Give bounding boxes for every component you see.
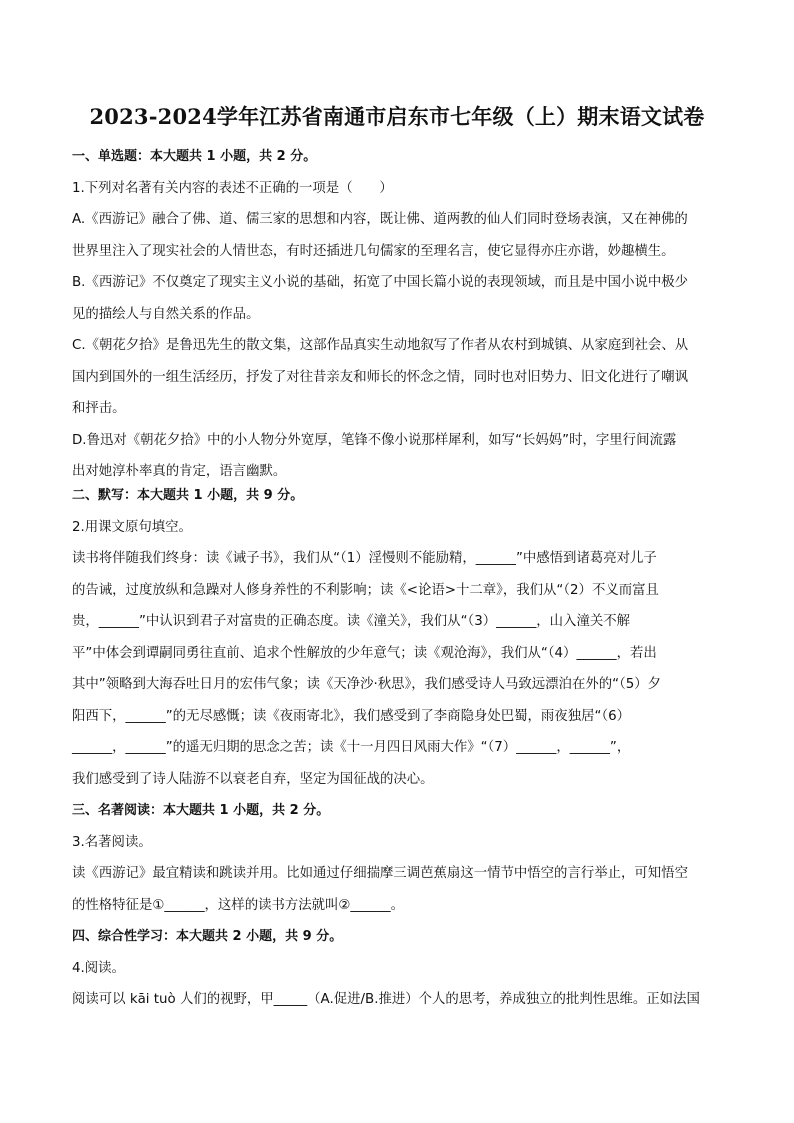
paragraph-line: 平”中体会到谭嗣同勇往直前、追求个性解放的少年意气；读《观沧海》，我们从“（4）______，若出 [72, 645, 657, 661]
paragraph-line: 阅读可以 kāi tuò 人们的视野，甲_____（A.促进/B.推进）个人的思考，养成独立的批判性思维。正如法国 [72, 992, 700, 1007]
section-4 [72, 921, 722, 1016]
option-c-line: 和抨击。 [72, 401, 126, 416]
option-c-line: C.《朝花夕拾》是鲁迅先生的散文集，这部作品真实生动地叙写了作者从农村到城镇、从家庭到社会、从 [72, 338, 689, 353]
paragraph-line: 我们感受到了诗人陆游不以衰老自弃，坚定为国征战的决心。 [72, 771, 434, 787]
section-3 [72, 795, 722, 921]
section-heading: 一、单选题：本大题共 1 小题，共 2 分。 [72, 149, 317, 164]
question-stem: 3.名著阅读。 [72, 834, 152, 850]
option-b-line: 见的描绘人与自然关系的作品。 [72, 306, 260, 322]
option-a-line: 世界里注入了现实社会的人情世态，有时还插进几句儒家的至理名言，使它显得亦庄亦谐，妙趣横生。 [72, 243, 675, 259]
option-b-line: B.《西游记》不仅奠定了现实主义小说的基础，拓宽了中国长篇小说的表现领域，而且是中国小说中极少 [72, 275, 689, 290]
question-stem: 2.用课文原句填空。 [72, 519, 192, 535]
paragraph-line: ______，______”的遥无归期的思念之苦；读《十一月四日风雨大作》“（7）______，______”， [72, 740, 631, 755]
paragraph-line: 其中”领略到大海吞吐日月的宏伟气象；读《天净沙·秋思》，我们感受诗人马致远漂泊在外的“（5）夕 [72, 677, 662, 692]
question-stem: 1.下列对名著有关内容的表述不正确的一项是（ ） [72, 180, 393, 196]
question-stem: 4.阅读。 [72, 960, 125, 976]
section-2 [72, 480, 722, 795]
section-heading: 二、默写：本大题共 1 小题，共 9 分。 [72, 488, 304, 503]
option-c-line: 国内到国外的一组生活经历，抒发了对往昔亲友和师长的怀念之情，同时也对旧势力、旧文化进行了嘲讽 [72, 369, 688, 385]
option-d-line: 出对她淳朴率真的肯定，语言幽默。 [72, 464, 287, 479]
paragraph-line: 读《西游记》最宜精读和跳读并用。比如通过仔细揣摩三调芭蕉扇这一情节中悟空的言行举止，可知悟空 [72, 866, 688, 881]
paragraph-line: 贵，______”中认识到君子对富贵的正确态度。读《潼关》，我们从“（3）______，山入潼关不解 [72, 614, 631, 629]
section-1 [72, 141, 722, 488]
paragraph-line: 阳西下，______”的无尽感慨；读《夜雨寄北》，我们感受到了李商隐身处巴蜀，雨夜独居“（6） [72, 708, 631, 724]
section-heading: 三、名著阅读：本大题共 1 小题，共 2 分。 [72, 803, 330, 818]
paragraph-line: 的告诫，过度放纵和急躁对人修身养性的不利影响；读《<论语>十二章》，我们从“（2）不义而富且 [72, 582, 659, 598]
section-heading: 四、综合性学习：本大题共 2 小题，共 9 分。 [72, 929, 343, 944]
paragraph-line: 的性格特征是①______，这样的读书方法就叫②______。 [72, 897, 404, 913]
option-a-line: A.《西游记》融合了佛、道、儒三家的思想和内容，既让佛、道两教的仙人们同时登场表演，又在神佛的 [72, 212, 688, 227]
paragraph-line: 读书将伴随我们终身：读《诫子书》，我们从“（1）淫慢则不能励精，______”中感悟到诸葛亮对儿子 [72, 551, 657, 566]
option-d-line: D.鲁迅对《朝花夕拾》中的小人物分外宽厚，笔锋不像小说那样犀利，如写“长妈妈”时，字里行间流露 [72, 432, 677, 448]
exam-title: 2023-2024学年江苏省南通市启东市七年级（上）期末语文试卷 [89, 104, 705, 129]
